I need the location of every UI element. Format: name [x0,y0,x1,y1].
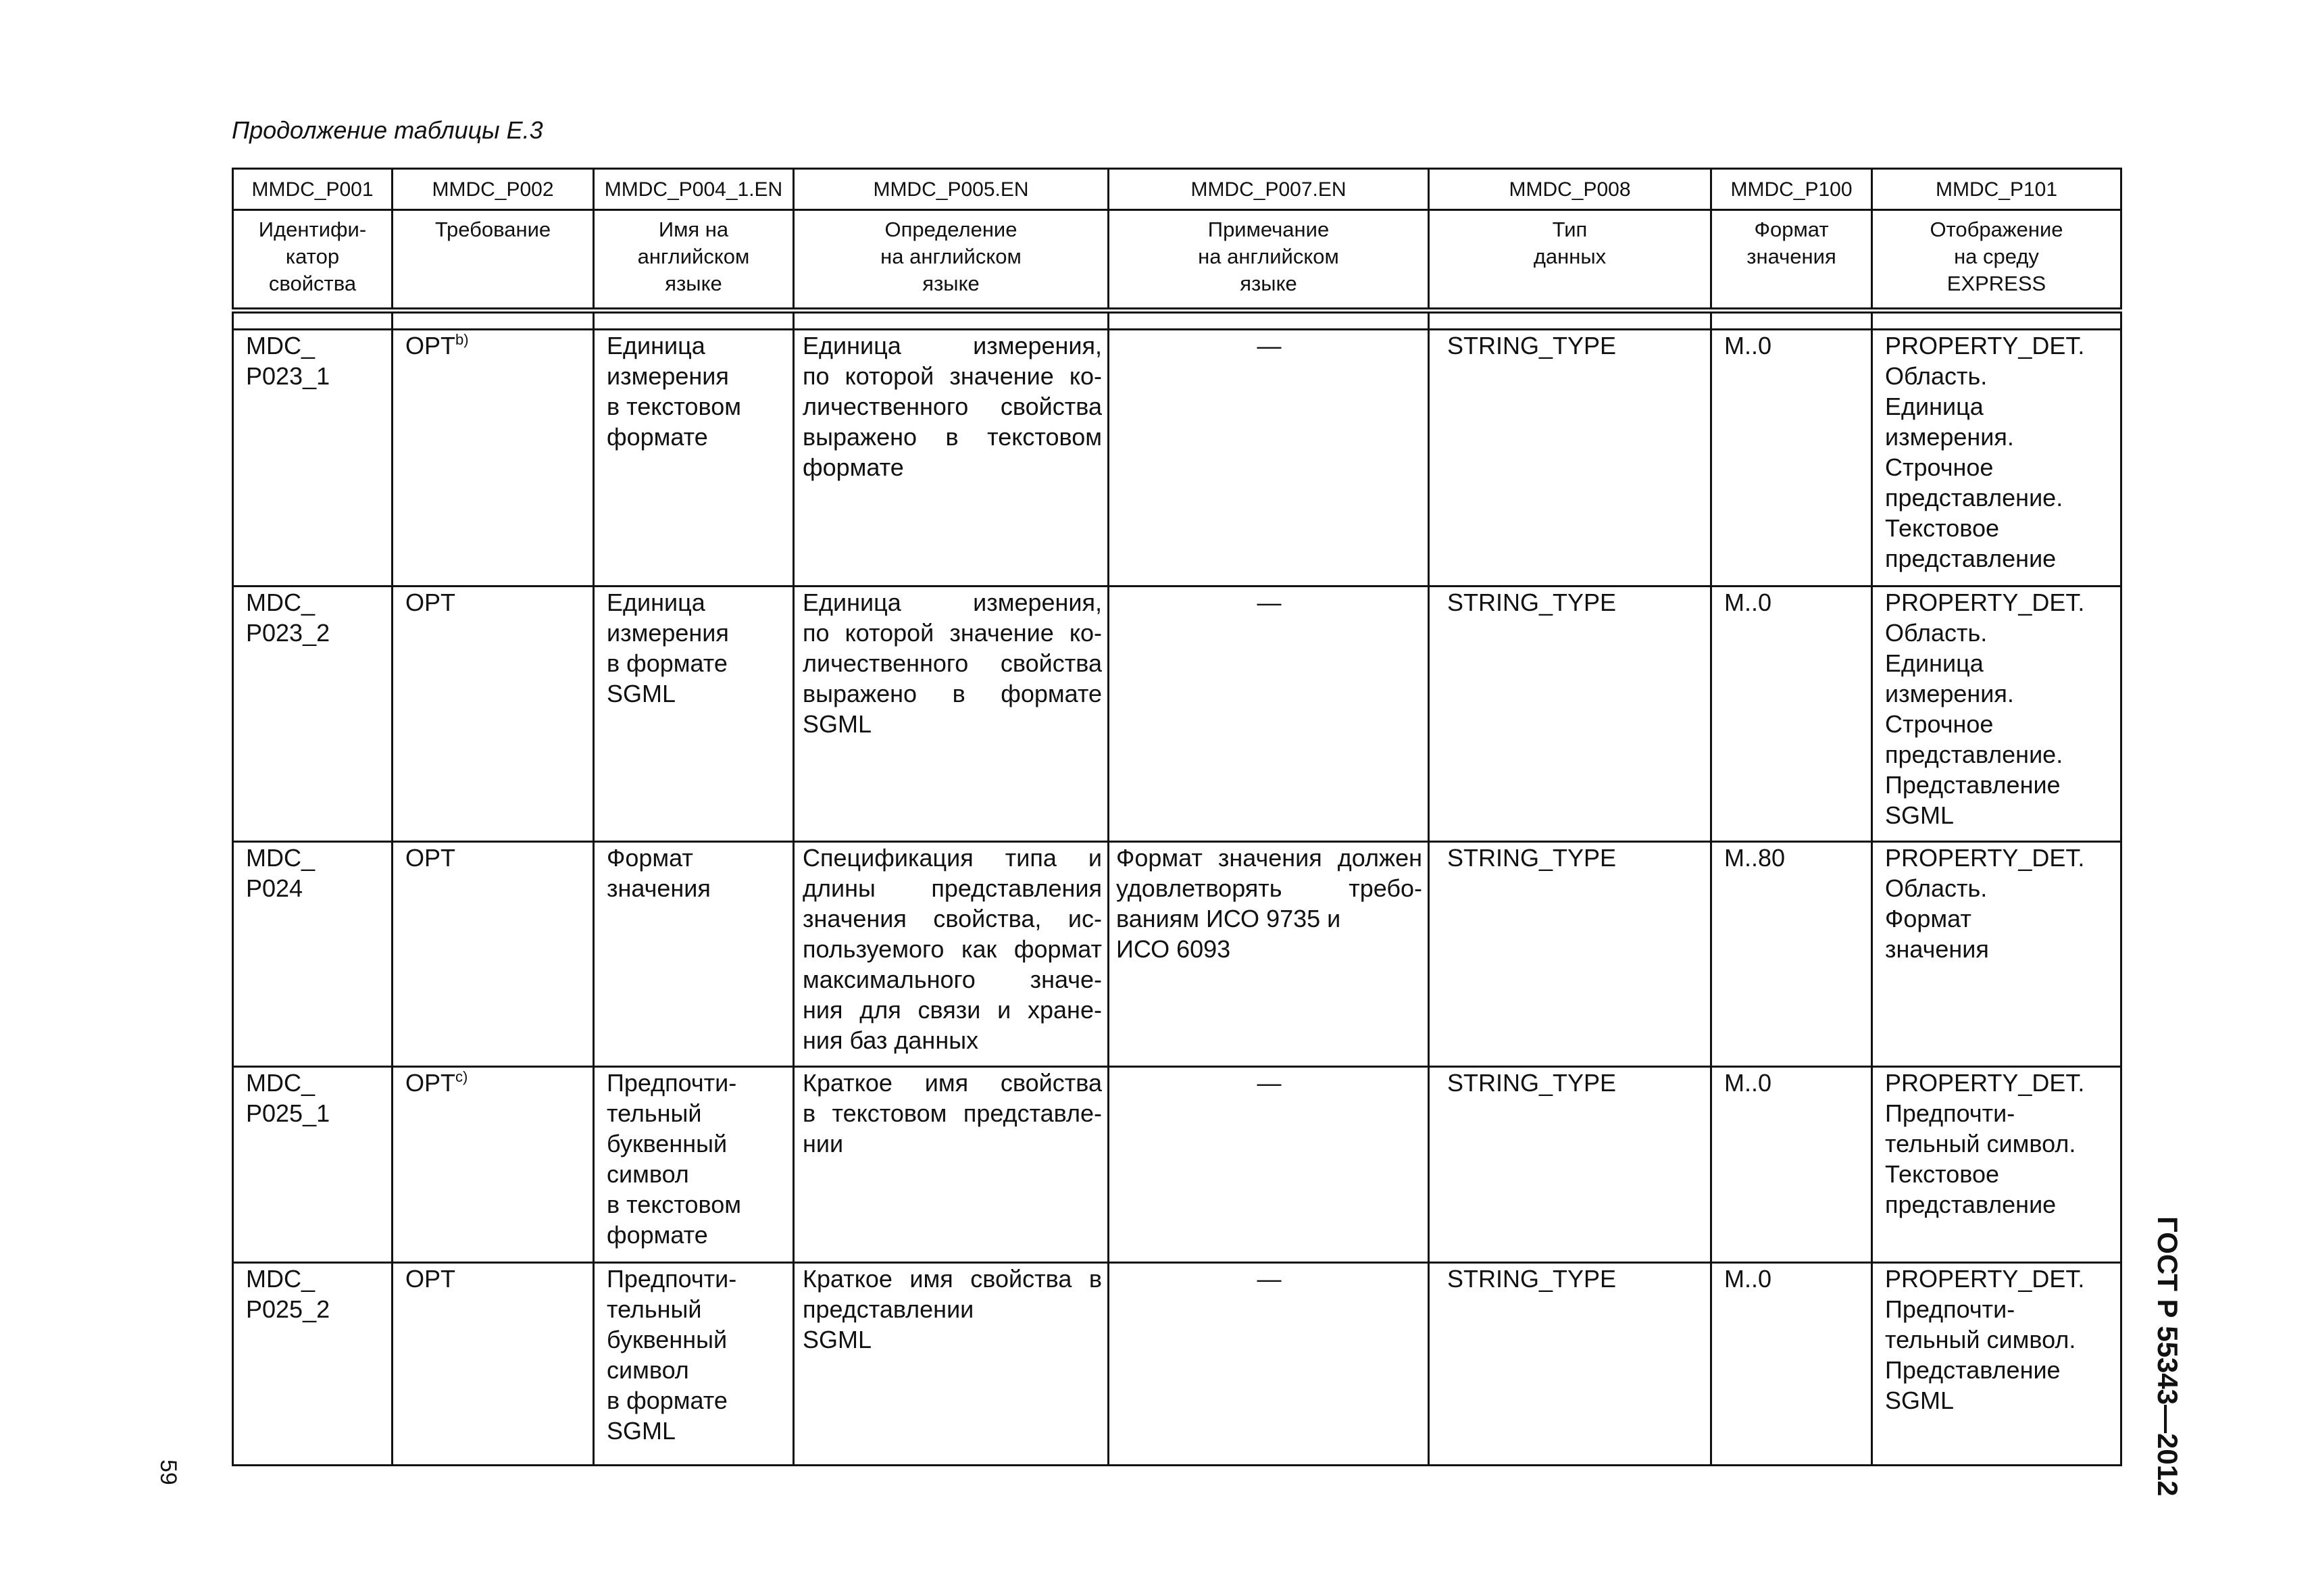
word: представления [931,874,1102,902]
word: значение [949,362,1054,390]
column-header-line: языке [1240,272,1297,295]
express-mapping-cell [1872,330,2121,587]
cell-line: представление [1885,545,2057,572]
justified-line [803,1294,1102,1324]
definition-cell [794,842,1109,1067]
justified-line [803,422,1102,452]
column-code: MMDC_P001 [233,169,393,210]
word: свойства [970,1265,1072,1293]
justified-line [803,995,1102,1025]
justified-line [1116,934,1422,964]
spacer-cell [794,311,1109,330]
cell-line: представление [1885,1191,2057,1218]
word: типа [1005,844,1057,872]
cell-line: Текстовое [1885,514,2000,542]
word: для [859,996,901,1024]
spacer-cell [1872,311,2121,330]
property-id-cell [233,330,393,587]
word: текстовом [987,423,1102,451]
requirement: OPT [405,332,456,359]
word: которой [845,362,934,390]
cell-line: MDC_ [246,1069,316,1097]
cell-line: SGML [1885,1387,1955,1414]
table-row [233,1067,2121,1263]
page-number: 59 [155,1460,181,1485]
word: ко- [1069,619,1102,647]
note-cell [1109,330,1429,587]
cell-line: P023_2 [246,619,330,647]
word: удовлетворять [1116,874,1282,902]
word: в [1088,1265,1102,1293]
word: формате [1001,680,1102,707]
word: Единица [803,332,901,359]
word: Краткое [803,1265,892,1293]
definition-cell [794,330,1109,587]
value-format-cell: M..0 [1711,330,1872,587]
cell-line: буквенный [607,1130,728,1157]
note-cell [1109,587,1429,842]
justified-line [803,1264,1102,1294]
word: измерения, [973,589,1102,616]
cell-line: PROPERTY_DET. [1885,1265,2085,1293]
spacer-cell [594,311,794,330]
english-name-cell [594,1263,794,1466]
requirement-cell [393,330,594,587]
justified-line [1116,903,1422,934]
word: по [803,619,830,647]
definition-cell [794,1263,1109,1466]
cell-line: SGML [607,1417,676,1445]
cell-line: Строчное [1885,453,1994,481]
cell-line: измерения [607,362,729,390]
justified-line [803,934,1102,964]
justified-line [803,1068,1102,1098]
property-id-cell [233,587,393,842]
column-header-line: на среду [1954,245,2039,268]
cell-line: MDC_ [246,589,316,616]
cell-line: в формате [607,649,728,677]
cell-line: SGML [1885,801,1955,829]
column-header-line: Тип [1552,218,1588,241]
column-code: MMDC_P002 [393,169,594,210]
word: в [945,423,959,451]
column-code: MMDC_P004_1.EN [594,169,794,210]
cell-line: MDC_ [246,1265,316,1293]
column-header-line: языке [922,272,980,295]
header-spacer [233,311,2121,330]
cell-line: Предпочти- [1885,1099,2015,1127]
word: Краткое [803,1069,892,1097]
express-mapping-cell [1872,1263,2121,1466]
column-header-line: Определение [884,218,1017,241]
spacer-cell [393,311,594,330]
english-name-cell [594,842,794,1067]
cell-line: измерения [607,619,729,647]
footnote-ref: b) [455,331,469,348]
cell-line: P024 [246,874,303,902]
word: личественного [803,649,969,677]
cell-line: значения [1885,935,1989,963]
word: личественного [803,393,969,420]
column-header-line: Отображение [1930,218,2063,241]
cell-line: SGML [607,680,676,707]
standard-designation: ГОСТ Р 55343—2012 [2152,1216,2184,1497]
express-mapping-cell [1872,842,2121,1067]
word: Спецификация [803,844,974,872]
word: значе- [1030,966,1102,993]
justified-line [1116,843,1422,873]
note-cell [1109,1263,1429,1466]
justified-line [803,648,1102,678]
cell-line: Единица [1885,649,1984,677]
justified-line [803,1128,1102,1159]
cell-line: в текстовом [607,393,741,420]
data-type-cell: STRING_TYPE [1429,587,1711,842]
property-id-cell [233,1263,393,1466]
note-cell [1109,1067,1429,1263]
express-mapping-cell [1872,587,2121,842]
data-type-cell: STRING_TYPE [1429,1067,1711,1263]
column-header [1429,210,1711,311]
justified-line [803,903,1102,934]
justified-line [803,1025,1102,1055]
footnote-ref: c) [455,1068,468,1085]
word: пользуемого [803,935,945,963]
cell-line: Представление [1885,1356,2061,1384]
cell-line: Единица [607,589,705,616]
column-header [1109,210,1429,311]
word: ния баз данных [803,1026,979,1054]
requirement: OPT [405,844,456,872]
column-header [1872,210,2121,311]
word: которой [845,619,934,647]
word: и [1088,844,1102,872]
cell-line: Формат [607,844,693,872]
cell-line: тельный символ. [1885,1326,2076,1353]
word: по [803,362,830,390]
cell-line: PROPERTY_DET. [1885,589,2085,616]
property-id-cell [233,1067,393,1263]
word: ваниям ИСО 9735 и [1116,905,1341,932]
cell-line: измерения. [1885,423,2014,451]
requirement: OPT [405,1265,456,1293]
word: в [803,1099,816,1127]
word: ИСО 6093 [1116,935,1231,963]
cell-line: Текстовое [1885,1160,2000,1188]
word: длины [803,874,876,902]
column-code: MMDC_P005.EN [794,169,1109,210]
word: нии [803,1130,844,1157]
cell-line: Формат [1885,905,1971,932]
dash: — [1257,1265,1282,1293]
justified-line [803,843,1102,873]
cell-line: Предпочти- [607,1265,737,1293]
data-type-cell: STRING_TYPE [1429,1263,1711,1466]
column-header [794,210,1109,311]
column-header-line: значения [1746,245,1836,268]
justified-line [803,618,1102,648]
column-header-line: Примечание [1207,218,1330,241]
cell-line: Единица [1885,393,1984,420]
cell-line: значения [607,874,711,902]
column-header-line: катор [285,245,340,268]
cell-line: в формате [607,1387,728,1414]
english-name-cell [594,587,794,842]
dash: — [1257,1069,1282,1097]
column-code-row [233,169,2121,210]
column-code: MMDC_P100 [1711,169,1872,210]
justified-line [803,873,1102,903]
value-format-cell: M..0 [1711,1067,1872,1263]
data-type-cell: STRING_TYPE [1429,330,1711,587]
word: максимального [803,966,976,993]
word: Формат [1116,844,1203,872]
cell-line: формате [607,1221,708,1249]
word: имя [924,1069,969,1097]
word: выражено [803,680,917,707]
column-header-line: языке [665,272,722,295]
cell-line: PROPERTY_DET. [1885,844,2085,872]
spacer-cell [1711,311,1872,330]
word: значение [949,619,1054,647]
column-header [594,210,794,311]
cell-line: Строчное [1885,710,1994,738]
column-code: MMDC_P007.EN [1109,169,1429,210]
cell-line: Область. [1885,619,1988,647]
justified-line [803,678,1102,709]
cell-line: Область. [1885,362,1988,390]
dash: — [1257,589,1282,616]
word: и [997,996,1011,1024]
cell-line: Предпочти- [607,1069,737,1097]
word: значения [1217,844,1322,872]
column-header-line: Имя на [658,218,729,241]
cell-line: представление. [1885,484,2063,512]
requirement-cell [393,842,594,1067]
word: SGML [803,1326,872,1353]
word: Единица [803,589,901,616]
word: требо- [1349,874,1422,902]
word: ис- [1067,905,1102,932]
column-header-line: Идентифи- [258,218,367,241]
spacer-cell [1109,311,1429,330]
requirement-cell [393,1067,594,1263]
english-name-cell [594,1067,794,1263]
cell-line: символ [607,1160,689,1188]
word: в [952,680,965,707]
column-header [233,210,393,311]
data-type-cell: STRING_TYPE [1429,842,1711,1067]
english-name-cell [594,330,794,587]
table-row [233,842,2121,1067]
cell-line: символ [607,1356,689,1384]
requirement: OPT [405,1069,456,1097]
spacer-cell [1429,311,1711,330]
cell-line: тельный [607,1099,702,1127]
cell-line: Область. [1885,874,1988,902]
word: ко- [1069,362,1102,390]
justified-line [803,964,1102,995]
express-mapping-cell [1872,1067,2121,1263]
cell-line: P023_1 [246,362,330,390]
justified-line [803,361,1102,391]
cell-line: тельный символ. [1885,1130,2076,1157]
cell-line: измерения. [1885,680,2014,707]
table-row [233,330,2121,587]
word: должен [1337,844,1422,872]
properties-table [232,168,2122,1466]
definition-cell [794,1067,1109,1263]
column-header-line: Требование [434,218,551,241]
column-header-line: данных [1533,245,1607,268]
column-header [393,210,594,311]
requirement-cell [393,587,594,842]
justified-line [803,452,1102,482]
justified-line [803,330,1102,361]
column-header-line: английском [637,245,750,268]
table-row [233,587,2121,842]
word: связи [917,996,981,1024]
word: формат [1013,935,1102,963]
justified-line [803,1098,1102,1128]
word: SGML [803,710,872,738]
cell-line: тельный [607,1295,702,1323]
cell-line: MDC_ [246,844,316,872]
word: свойства [1000,393,1102,420]
column-code: MMDC_P008 [1429,169,1711,210]
cell-line: MDC_ [246,332,316,359]
table-caption: Продолжение таблицы Е.3 [232,116,543,144]
definition-cell [794,587,1109,842]
cell-line: буквенный [607,1326,728,1353]
word: формате [803,453,904,481]
word: имя [909,1265,953,1293]
word: представле- [963,1099,1102,1127]
word: хране- [1028,996,1102,1024]
value-format-cell: M..80 [1711,842,1872,1067]
value-format-cell: M..0 [1711,1263,1872,1466]
column-code: MMDC_P101 [1872,169,2121,210]
cell-line: PROPERTY_DET. [1885,1069,2085,1097]
spacer-cell [233,311,393,330]
cell-line: в текстовом [607,1191,741,1218]
word: представлении [803,1295,974,1323]
note-cell [1109,842,1429,1067]
requirement: OPT [405,589,456,616]
word: свойства, [933,905,1042,932]
justified-line [803,587,1102,618]
word: свойства [1000,1069,1102,1097]
justified-line [803,709,1102,739]
word: как [961,935,997,963]
word: текстовом [832,1099,947,1127]
table-row [233,1263,2121,1466]
column-header-line: Формат [1754,218,1829,241]
justified-line [803,391,1102,422]
dash: — [1257,332,1282,359]
column-header-line: на английском [1198,245,1339,268]
column-header-line: свойства [268,272,357,295]
justified-line [1116,873,1422,903]
word: выражено [803,423,917,451]
value-format-cell: M..0 [1711,587,1872,842]
justified-line [803,1324,1102,1355]
column-header-line: EXPRESS [1946,272,2046,295]
cell-line: PROPERTY_DET. [1885,332,2085,359]
word: измерения, [973,332,1102,359]
word: ния [803,996,843,1024]
property-id-cell [233,842,393,1067]
column-header-row [233,210,2121,311]
column-header-line: на английском [880,245,1022,268]
cell-line: P025_2 [246,1295,330,1323]
word: свойства [1000,649,1102,677]
cell-line: Предпочти- [1885,1295,2015,1323]
column-header [1711,210,1872,311]
cell-line: формате [607,423,708,451]
cell-line: Единица [607,332,705,359]
requirement-cell [393,1263,594,1466]
cell-line: представление. [1885,741,2063,768]
word: значения [803,905,907,932]
cell-line: Представление [1885,771,2061,799]
cell-line: P025_1 [246,1099,330,1127]
